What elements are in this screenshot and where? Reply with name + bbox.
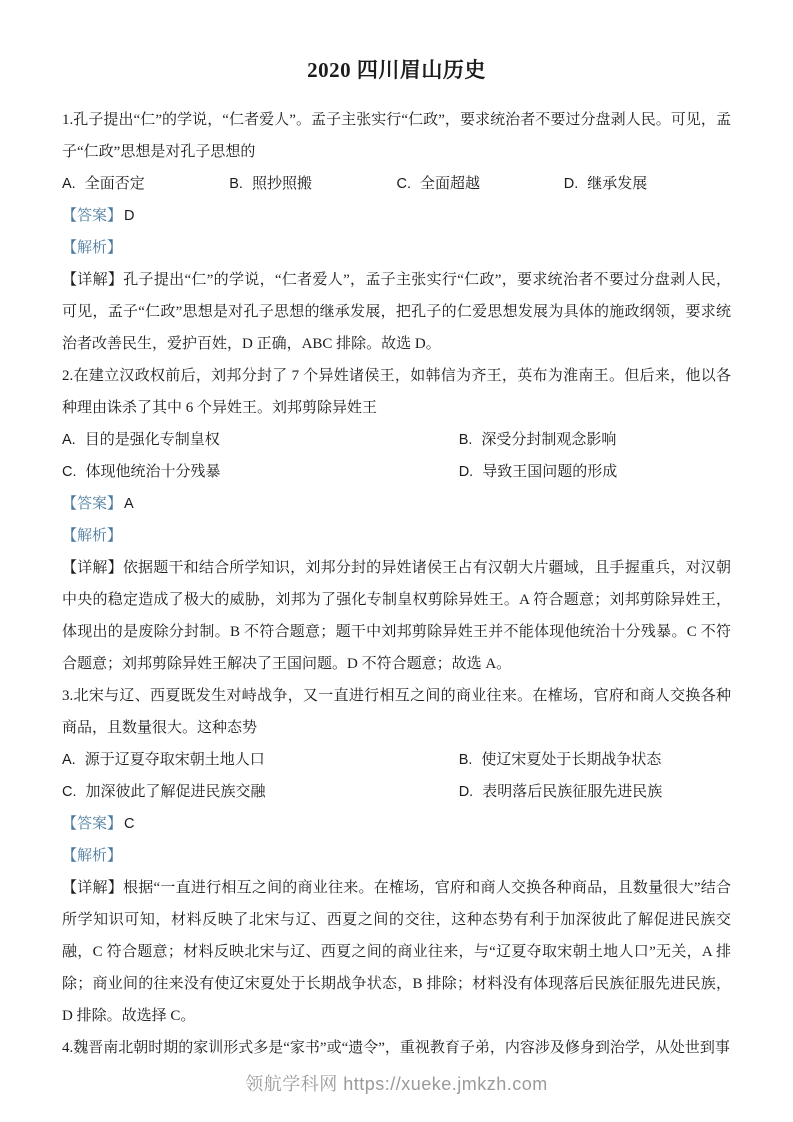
option-b: B. 使辽宋夏处于长期战争状态 xyxy=(458,752,662,768)
option-a: A. 目的是强化专制皇权 xyxy=(62,432,220,448)
option-d-text: 继承发展 xyxy=(587,176,648,192)
question-4-stem: 4.魏晋南北朝时期的家训形式多是“家书”或“遗令”，重视教育子弟，内容涉及修身到治学，从处世到事 xyxy=(62,1040,730,1056)
question-2-options xyxy=(62,424,731,488)
detail-label: 【详解】 xyxy=(62,272,124,288)
question-4 xyxy=(62,1032,731,1064)
option-b-text: 深受分封制观念影响 xyxy=(481,432,617,448)
answer-label: 【答案】 xyxy=(62,496,123,512)
question-1-stem: 1.孔子提出“仁”的学说，“仁者爱人”。孟子主张实行“仁政”，要求统治者不要过分盘剥人民。可见，孟子“仁政”思想是对孔子思想的 xyxy=(62,112,731,160)
detail-paragraph xyxy=(62,264,731,360)
analysis-label: 【解析】 xyxy=(62,528,123,544)
question-3-stem: 3.北宋与辽、西夏既发生对峙战争，又一直进行相互之间的商业往来。在榷场，官府和商人交换各种商品，且数量很大。这种态势 xyxy=(62,688,731,736)
question-1 xyxy=(62,104,731,360)
option-a-text: 全面否定 xyxy=(84,176,145,192)
option-c: C. 加深彼此了解促进民族交融 xyxy=(62,784,266,800)
analysis-line xyxy=(62,520,731,552)
option-d-text: 表明落后民族征服先进民族 xyxy=(482,784,663,800)
option-a-text: 目的是强化专制皇权 xyxy=(84,432,220,448)
answer-value: A xyxy=(124,496,134,512)
answer-line xyxy=(62,488,731,520)
answer-line xyxy=(62,200,731,232)
option-a: A. 全面否定 xyxy=(62,176,145,192)
analysis-line xyxy=(62,232,731,264)
question-3 xyxy=(62,680,731,1032)
document-content xyxy=(0,52,793,1064)
answer-value: D xyxy=(124,208,135,224)
option-b: B. 照抄照搬 xyxy=(229,176,312,192)
page-title: 2020 四川眉山历史 xyxy=(307,58,486,82)
analysis-label: 【解析】 xyxy=(62,240,123,256)
detail-label: 【详解】 xyxy=(62,560,123,576)
analysis-line xyxy=(62,840,731,872)
option-b-text: 照抄照搬 xyxy=(251,176,312,192)
option-c: C. 体现他统治十分残暴 xyxy=(62,464,221,480)
detail-text: 根据“一直进行相互之间的商业往来。在榷场，官府和商人交换各种商品，且数量很大”结合所学知识可知，材料反映了北宋与辽、西夏之间的交往，这种态势有利于加深彼此了解促进民族交融，C 符合题意；材料反映北宋与辽、西夏之间的商业往来，与“辽夏夺取宋朝土地人口”无关，A 排除；商业间的往来没有使辽宋夏处于长期战争状态，B 排除；材料没有体现落后民族征服先进民族，D 排除。故选择 C。 xyxy=(62,880,731,1024)
question-3-options xyxy=(62,744,731,808)
option-d: D. 继承发展 xyxy=(563,176,648,192)
answer-label: 【答案】 xyxy=(62,208,123,224)
answer-line xyxy=(62,808,731,840)
option-c-text: 全面超越 xyxy=(420,176,481,192)
option-d-text: 导致王国问题的形成 xyxy=(482,464,618,480)
option-c-text: 体现他统治十分残暴 xyxy=(85,464,221,480)
option-c: C. 全面超越 xyxy=(396,176,481,192)
analysis-label: 【解析】 xyxy=(62,848,123,864)
option-d: D. 导致王国问题的形成 xyxy=(458,464,618,480)
detail-text: 依据题干和结合所学知识，刘邦分封的异姓诸侯王占有汉朝大片疆域，且手握重兵，对汉朝中央的稳定造成了极大的威胁，刘邦为了强化专制皇权剪除异姓王。A 符合题意；刘邦剪除异姓王，体现出的是废除分封制。B 不符合题意；题干中刘邦剪除异姓王并不能体现他统治十分残暴。C 不符合题意；刘邦剪除异姓王解决了王国问题。D 不符合题意；故选 A。 xyxy=(62,560,731,672)
answer-value: C xyxy=(124,816,135,832)
detail-paragraph xyxy=(62,872,731,1032)
watermark: 领航学科网 https://xueke.jmkzh.com xyxy=(245,1074,548,1094)
question-2-stem: 2.在建立汉政权前后，刘邦分封了 7 个异姓诸侯王，如韩信为齐王，英布为淮南王。但后来，他以各种理由诛杀了其中 6 个异姓王。刘邦剪除异姓王 xyxy=(62,368,731,416)
detail-text: 孔子提出“仁”的学说，“仁者爱人”，孟子主张实行“仁政”，要求统治者不要过分盘剥人民，可见，孟子“仁政”思想是对孔子思想的继承发展，把孔子的仁爱思想发展为具体的施政纲领，要求统治者改善民生，爱护百姓，D 正确，ABC 排除。故选 D。 xyxy=(62,272,731,352)
detail-label: 【详解】 xyxy=(62,880,123,896)
question-2 xyxy=(62,360,731,680)
option-c-text: 加深彼此了解促进民族交融 xyxy=(85,784,266,800)
option-b: B. 深受分封制观念影响 xyxy=(458,432,617,448)
option-b-text: 使辽宋夏处于长期战争状态 xyxy=(481,752,662,768)
answer-label: 【答案】 xyxy=(62,816,123,832)
detail-paragraph xyxy=(62,552,731,680)
option-d: D. 表明落后民族征服先进民族 xyxy=(458,784,663,800)
option-a-text: 源于辽夏夺取宋朝土地人口 xyxy=(84,752,265,768)
question-1-options xyxy=(62,168,731,200)
option-a: A. 源于辽夏夺取宋朝土地人口 xyxy=(62,752,265,768)
